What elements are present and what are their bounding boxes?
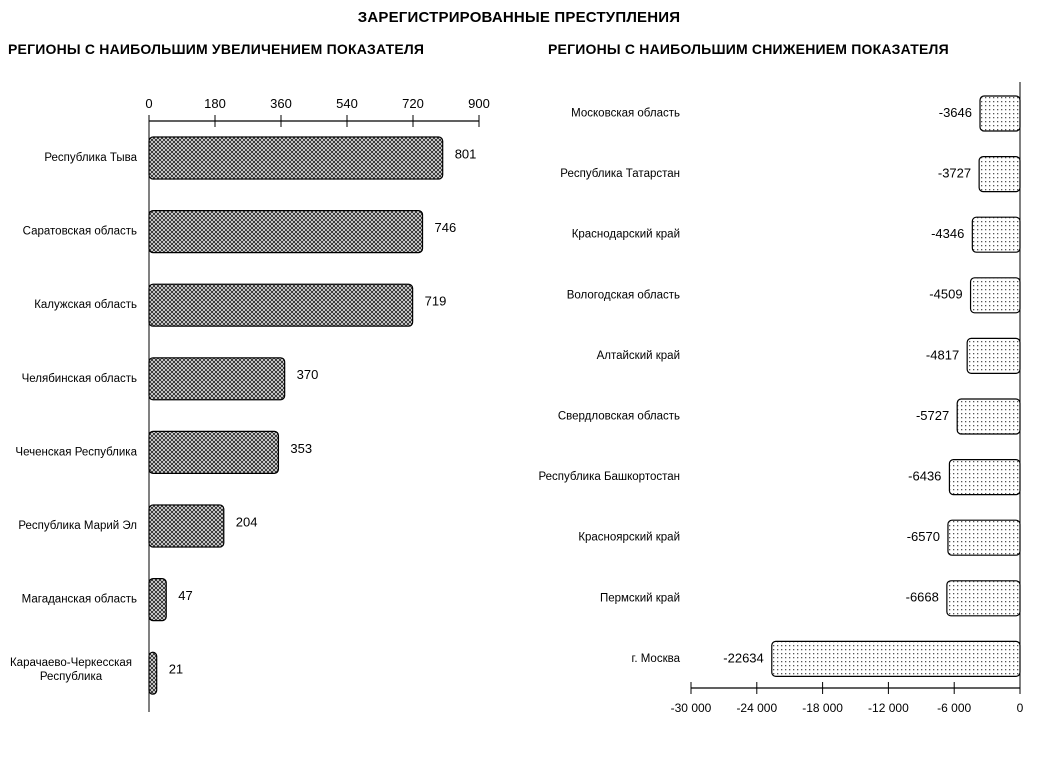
bar (948, 520, 1020, 555)
x-tick-label: -18 000 (802, 701, 843, 715)
data-label: 353 (290, 440, 313, 456)
category-label: Республика Тыва (44, 152, 137, 165)
category-label: Республика Башкортостан (538, 471, 680, 484)
category-label: Карачаево-Черкесская Республика (9, 657, 133, 684)
bar (149, 137, 443, 179)
data-label: 719 (424, 293, 447, 309)
data-label: -4817 (925, 347, 960, 363)
bar (149, 431, 278, 473)
bar (149, 284, 413, 326)
x-tick-label: 180 (204, 96, 226, 111)
data-label: -22634 (723, 650, 764, 666)
left-bar-chart (10, 96, 490, 712)
category-label: Республика Татарстан (560, 168, 680, 181)
bar (149, 211, 423, 253)
bar (972, 217, 1020, 252)
category-label: г. Москва (631, 652, 680, 665)
bar (947, 581, 1020, 616)
bar (980, 96, 1020, 131)
x-tick-label: -30 000 (670, 701, 712, 715)
category-label: Красноярский край (578, 531, 680, 544)
x-tick-label: 900 (468, 96, 490, 111)
data-label: -6668 (905, 589, 939, 605)
category-label: Магаданская область (21, 593, 137, 606)
x-tick-label: 540 (336, 96, 358, 111)
category-label: Пермский край (599, 592, 680, 605)
category-label: Алтайский край (596, 349, 680, 362)
bar (149, 652, 157, 694)
data-label: -4346 (931, 226, 965, 242)
data-label: 47 (178, 588, 193, 604)
bar (149, 505, 224, 547)
chart-main-title: ЗАРЕГИСТРИРОВАННЫЕ ПРЕСТУПЛЕНИЯ (357, 9, 681, 26)
category-label: Чеченская Республика (15, 446, 137, 459)
x-tick-label: 720 (402, 96, 424, 111)
data-label: -6570 (906, 529, 940, 545)
data-label: -3646 (938, 104, 973, 120)
data-label: 204 (235, 514, 258, 530)
data-label: 801 (454, 146, 477, 162)
data-label: -5727 (915, 407, 950, 423)
data-label: -3727 (937, 165, 972, 181)
bar (967, 338, 1020, 373)
x-tick-label: -12 000 (868, 701, 909, 715)
right-chart-title: РЕГИОНЫ С НАИБОЛЬШИМ СНИЖЕНИЕМ ПОКАЗАТЕЛЯ (548, 41, 949, 57)
data-label: -6436 (908, 468, 942, 484)
category-label: Саратовская область (22, 225, 137, 238)
x-tick-label: 360 (270, 96, 292, 111)
category-label: Свердловская область (557, 410, 680, 423)
data-label: -4509 (929, 286, 963, 302)
x-tick-label: -24 000 (736, 701, 778, 715)
right-bar-chart (538, 82, 1023, 715)
category-label: Краснодарский край (571, 228, 680, 241)
category-label: Республика Марий Эл (18, 520, 137, 533)
category-label: Челябинская область (21, 372, 137, 385)
bar (949, 460, 1020, 495)
category-label: Московская область (571, 107, 680, 120)
bar (149, 579, 166, 621)
data-label: 370 (296, 367, 319, 383)
bar (979, 157, 1020, 192)
x-tick-label: 0 (1016, 701, 1024, 715)
x-tick-label: 0 (145, 96, 153, 111)
x-tick-label: -6 000 (937, 701, 972, 715)
category-label: Калужская область (34, 299, 137, 312)
category-label: Вологодская область (566, 289, 680, 302)
bar (957, 399, 1020, 434)
bar (772, 641, 1020, 676)
left-chart-title: РЕГИОНЫ С НАИБОЛЬШИМ УВЕЛИЧЕНИЕМ ПОКАЗАТЕЛЯ (8, 41, 425, 57)
data-label: 746 (434, 220, 457, 236)
data-label: 21 (168, 661, 184, 677)
bar (971, 278, 1020, 313)
bar (149, 358, 285, 400)
